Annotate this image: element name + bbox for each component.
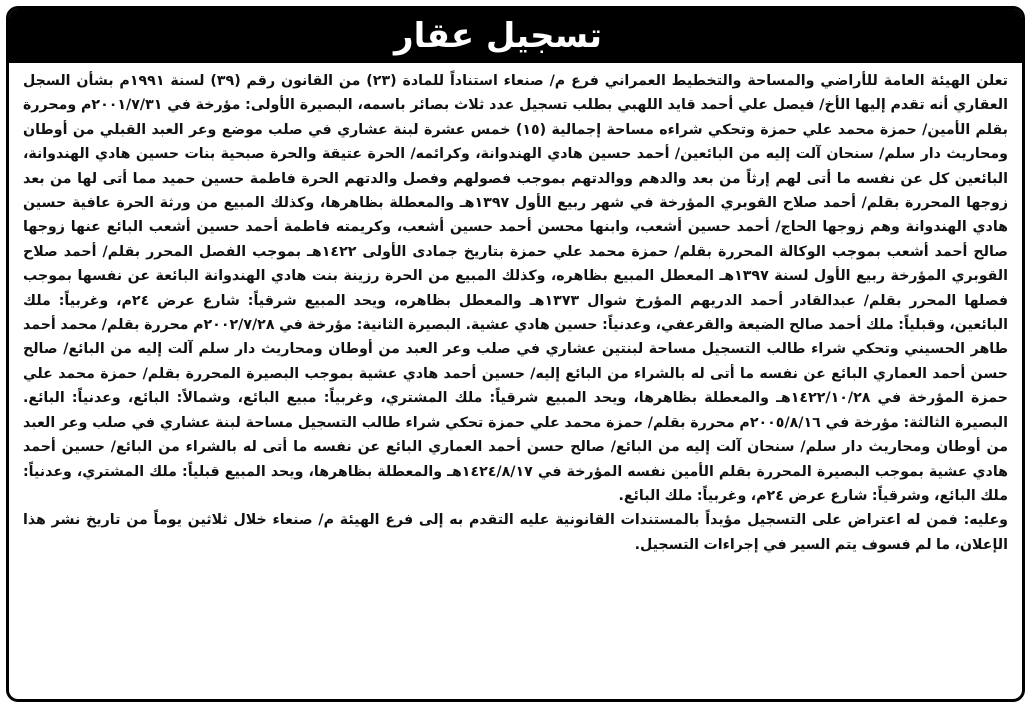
notice-header-bar [9, 9, 1022, 63]
notice-paragraph-objection: وعليه: فمن له اعتراض على التسجيل مؤيداً بالمستندات القانونية عليه التقدم به إلى فرع الهيئة م/ صنعاء خلال ثلاثين يوماً من تاريخ نشر هذا الإعلان، ما لم فسوف يتم السير في إجراءات التسجيل. [23, 512, 1008, 553]
property-registration-notice [6, 6, 1025, 702]
notice-body [23, 69, 1008, 557]
notice-paragraph-main: تعلن الهيئة العامة للأراضي والمساحة والتخطيط العمراني فرع م/ صنعاء استناداً للمادة (٢٣) من القانون رقم (٣٩) لسنة ١٩٩١م بشأن السجل العقاري أنه تقدم إليها الأخ/ فيصل علي أحمد قايد اللهبي بطلب تسجيل عدد ثلاث بصائر باسمه، البصيرة الأولى: مؤرخة في ٢٠٠١/٧/٣١م ومحررة بقلم الأمين/ حمزة محمد علي حمزة وتحكي شراءه مساحة إجمالية (١٥) خمس عشرة لبنة عشاري في صلب موضع وعر العبد القبلي من أوطان ومحاريث دار سلم/ سنحان آلت إليه من البائعين/ أحمد حسين هادي الهندوانة، وكرائمه/ الحرة عتيقة والحرة صبحية بنات حسين هادي الهندوانة، البائعين كل عن نفسه ما أتى لهم إرثاً من بعد والدهم ووالدتهم بموجب فصولهم وفصل والدتهم الحرة فاطمة حسين حميد مما أتى لها من بعد زوجها المحررة بقلم/ أحمد صلاح القوبري المؤرخة في شهر ربيع الأول ١٣٩٧هـ والمعطلة بظاهرها، وكذلك المبيع من ورثة الحرة عافية حسين هادي الهندوانة وهم زوجها الحاج/ أحمد حسين أشعب، وابنها محسن أحمد حسين أشعب، وكريمته فاطمة أحمد حسين أشعب البائع عنها زوجها صالح أحمد أشعب بموجب الوكالة المحررة بقلم/ حمزة محمد علي حمزة بتاريخ جمادى الأولى ١٤٢٢هـ بموجب الفصل المحرر بقلم/ أحمد صلاح القوبري المؤرخة ربيع الأول لسنة ١٣٩٧هـ المعطل المبيع بظاهره، وكذلك المبيع من الحرة رزينة بنت هادي الهندوانة البائعة عن نفسها بموجب فصلها المحرر بقلم/ عبدالقادر أحمد الدريهم المؤرخ شوال ١٣٧٣هـ والمعطل بظاهره، ويحد المبيع شرقياً: شارع عرض ٢٤م، وغربياً: ملك البائعين، وقبلياً: ملك أحمد صالح الضيعة والقرعفي، وعدنياً: حسين هادي عشية. البصيرة الثانية: مؤرخة في ٢٠٠٢/٧/٢٨م محررة بقلم/ محمد أحمد طاهر الحسيني وتحكي شراء طالب التسجيل مساحة لبنتين عشاري في صلب وعر العبد من أوطان ومحاريث دار سلم آلت إليه من البائع/ صالح حسن أحمد العماري البائع عن نفسه ما أتى له بالشراء من البائع إليه/ حسين أحمد هادي عشية بموجب البصيرة المحررة بقلم/ حمزة محمد علي حمزة المؤرخة في ١٤٢٢/١٠/٢٨هـ والمعطلة بظاهرها، ويحد المبيع شرقياً: ملك المشتري، وغربياً: مبيع البائع، وشمالاً: البائع، وعدنياً: البائع. البصيرة الثالثة: مؤرخة في ٢٠٠٥/٨/١٦م محررة بقلم/ حمزة محمد علي حمزة تحكي شراء طالب التسجيل مساحة لبنة عشاري في صلب وعر العبد من أوطان ومحاريث دار سلم/ سنحان آلت إليه من البائع/ صالح حسن أحمد العماري البائع عن نفسه ما أتى له بالشراء من البائع/ حسين أحمد هادي عشية بموجب البصيرة المحررة بقلم الأمين نفسه المؤرخة في ١٤٢٤/٨/١٧هـ والمعطلة بظاهرها، ويحد المبيع قبلياً: ملك المشتري، وعدنياً: ملك البائع، وشرقياً: شارع عرض ٢٤م، وغربياً: ملك البائع. [23, 73, 1009, 504]
notice-title: تسجيل عقار [394, 16, 602, 56]
